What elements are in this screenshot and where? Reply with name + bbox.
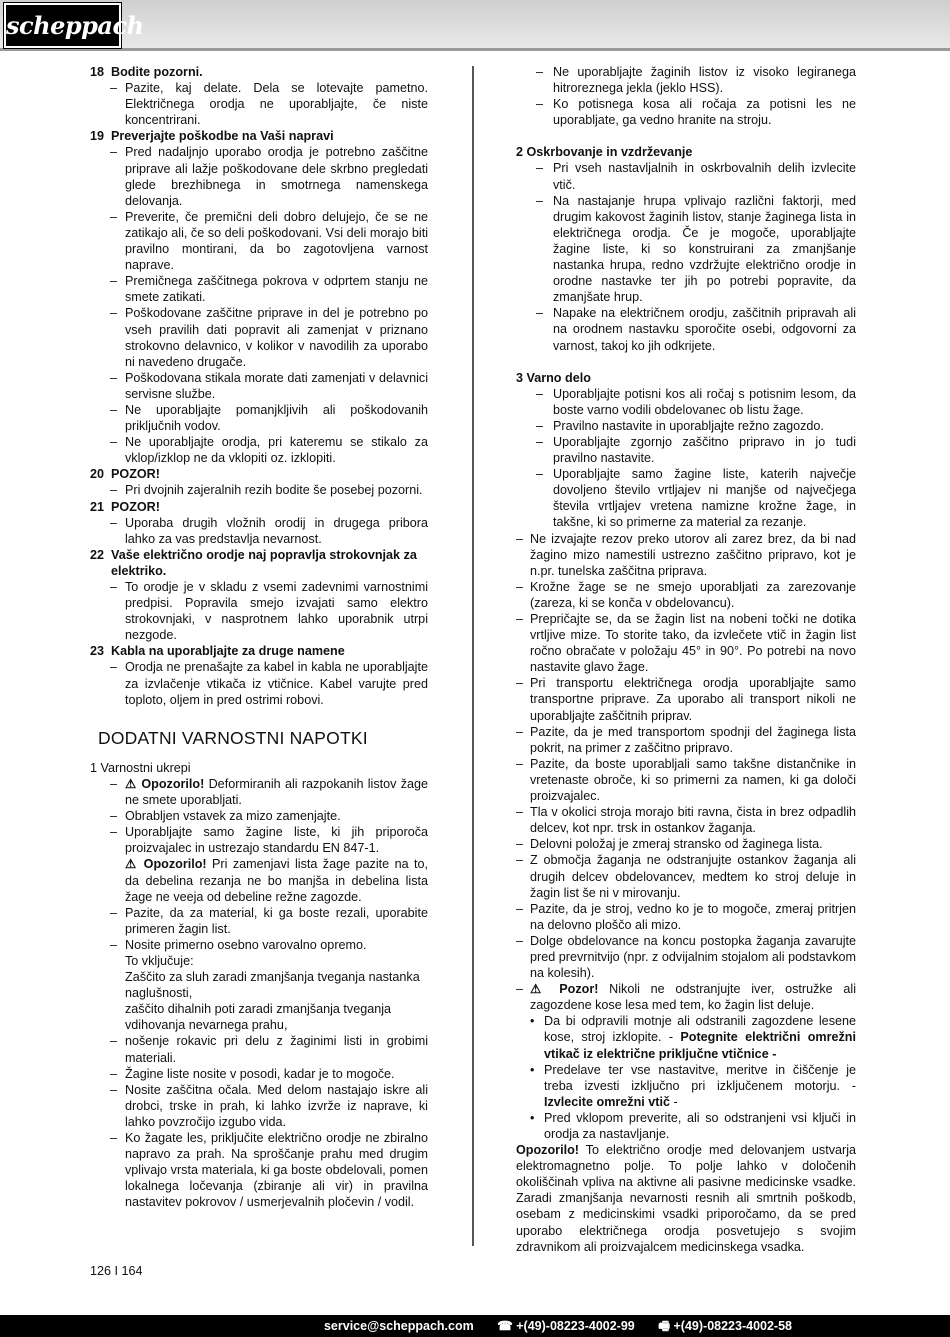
list-item: – Pri dvojnih zajeralnih rezih bodite še posebej pozorni. [90, 482, 428, 498]
item-heading [90, 643, 428, 659]
list-item: – ⚠ Opozorilo! Deformiranih ali razpokanih listov žage ne smete uporabljati. [90, 776, 428, 808]
list-item: – ⚠ Pozor! Nikoli ne odstranjujte iver, ostružke ali zagozdene kose lesa med tem, ko žagin list deluje. [516, 981, 856, 1013]
page-number: 126 I 164 [90, 1264, 143, 1278]
list-item-cont: To vključuje: [125, 953, 194, 968]
list-item: – Ne izvajajte rezov preko utorov ali zarez brez, da bi nad žagino mizo namestili ustrezno zaščitno pripravo, kot je n.pr. tunelska zaščitna priprava. [516, 531, 856, 579]
item-heading [90, 547, 428, 579]
item-title: Vaše električno orodje naj popravlja strokovnjak za elektriko. [111, 547, 417, 578]
list-item: – Ne uporabljajte žaginih listov iz visoko legiranega hitroreznega jekla (jeklo HSS). [516, 64, 856, 96]
list-item: – Uporaba drugih vložnih orodij in drugega pribora lahko za vas predstavlja nevarnost. [90, 515, 428, 547]
list-item: – Orodja ne prenašajte za kabel in kabla ne uporabljajte za izvlačenje vtikača iz vtičnice. Kabel varujte pred toploto, oljem in pred ostrimi robovi. [90, 659, 428, 707]
list-item: – Napake na električnem orodju, zaščitnih pripravah ali na orodnem nastavku sporočite osebi, odgovorni za varnost, takoj ko jih odkrijete. [516, 305, 856, 353]
list-item: – Delovni položaj je zmeraj stransko od žaginega lista. [516, 836, 856, 852]
item-heading [90, 64, 428, 80]
numbered-items [90, 64, 428, 708]
item-number: 18 [90, 65, 105, 79]
brand-logo: scheppach [4, 3, 121, 48]
header-bar [0, 0, 950, 51]
list-item: – To orodje je v skladu z vsemi zadevnimi varnostnimi predpisi. Popravila smejo izvajati samo elektro strokovnjaki, v nasprotnem lahko uporabnik utrpi nezgode. [90, 579, 428, 643]
item-number: 22 [90, 547, 105, 562]
list-item: – Dolge obdelovance na koncu postopka žaganja zavarujte pred prevrnitvijo (npr. z odvijalnim stojalom ali podstavkom na kolesih). [516, 933, 856, 981]
item-number: 20 [90, 467, 105, 482]
list-item: – Poškodovane zaščitne priprave in del je potrebno po vseh pravilih dati popravit ali zamenjat v priznano strokovno delavnico, v kolikor v navodilih za uporabo ni navedeno drugače. [90, 305, 428, 369]
list-item: – Pri transportu električnega orodja uporabljajte samo transportne priprave. Za uporabo ali transport nikoli ne uporabljajte zaščitnih priprav. [516, 675, 856, 723]
list-item: – Pazite, da je med transportom spodnji del žaginega lista pokrit, na primer z zaščitno pripravo. [516, 724, 856, 756]
list-item: – Uporabljajte samo žagine liste, katerih največje dovoljeno število vrtljajev ni manjše od največjega števila vrtljajev vretena namizne krožne žage, in takšne, ki so primerne za material za rezanje. [516, 466, 856, 530]
right-column [516, 64, 856, 1255]
bullet-item: • Predelave ter vse nastavitve, meritve in čiščenje je treba izvesti izključno pri izključenem motorju. - Izvlecite omrežni vtič - [516, 1062, 856, 1110]
list-item: – Ne uporabljajte orodja, pri kateremu se stikalo za vklop/izklop ne da vklopiti oz. izklopiti. [90, 434, 428, 466]
list-item: – Preverite, če premični deli dobro delujejo, če se ne zatikajo ali, če so deli poškodovani. Vsi deli morajo biti pravilno montirani, da bo zagotovljena varnost naprave. [90, 209, 428, 273]
list-item: – Tla v okolici stroja morajo biti ravna, čista in brez odpadlih delcev, kot npr. trsk in ostankov žaganja. [516, 804, 856, 836]
s2-list [516, 160, 856, 353]
list-item: – Krožne žage se ne smejo uporabljati za zarezovanje (zareza, ki se konča v obdelovancu). [516, 579, 856, 611]
s3-list [516, 531, 856, 982]
list-item: – Uporabljajte zgornjo zaščitno pripravo in jo tudi pravilno nastavite. [516, 434, 856, 466]
list-item: – Nosite zaščitna očala. Med delom nastajajo iskre ali drobci, trske in prah, ki lahko izvrže iz naprave, ki lahko povzročijo izgubo vida. [90, 1082, 428, 1130]
list-item: – Obrabljen vstavek za mizo zamenjajte. [90, 808, 428, 824]
left-column [90, 64, 428, 1210]
list-item: – Premičnega zaščitnega pokrova v odprtem stanju ne smete zatikati. [90, 273, 428, 305]
item-heading [90, 466, 428, 482]
list-item: – nošenje rokavic pri delu z žaginimi listi in grobimi materiali. [90, 1033, 428, 1065]
list-item: – Ko potisnega kosa ali ročaja za potisni les ne uporabljate, ga vedno hranite na stroju. [516, 96, 856, 128]
continued-list [516, 64, 856, 128]
list-item: – Uporabljajte potisni kos ali ročaj s potisnim lesom, da boste varno vodili obdelovanec ob listu žage. [516, 386, 856, 418]
column-divider [472, 66, 474, 1246]
item-number: 21 [90, 499, 105, 514]
warning-label: ⚠ Opozorilo! [125, 857, 207, 872]
phone-number: ☎ +(49)-08223-4002-99 [497, 1319, 635, 1333]
item-title: Kabla na uporabljajte za druge namene [111, 644, 345, 659]
list-item: – Pazite, da za material, ki ga boste rezali, uporabite primeren žagin list. [90, 905, 428, 937]
item-title: POZOR! [111, 499, 160, 514]
list-item: – Prepričajte se, da se žagin list na nobeni točki ne dotika vrtljive mize. To storite tako, da izvlečete vtič in žagin list ročno obračate v položaju 45° in 90°. Po potrebi na novo nastavite glavo žage. [516, 611, 856, 675]
list-item: – Ne uporabljajte pomanjkljivih ali poškodovanih priključnih vodov. [90, 402, 428, 434]
list-item: – Pazite, kaj delate. Dela se lotevajte pametno. Električnega orodja ne uporabljajte, če niste koncentrirani. [90, 80, 428, 128]
list-item: – Pazite, da boste uporabljali samo takšne distančnike in vretenaste obroče, ki so primerni za namen, ki ga določi proizvajalec. [516, 756, 856, 804]
bullet-item: • Pred vklopom preverite, ali so odstranjeni vsi ključi in orodja za nastavljanje. [516, 1110, 856, 1142]
footer-bar [0, 1315, 950, 1337]
list-item: – Pred nadaljnjo uporabo orodja je potrebno zaščitne priprave ali lažje poškodovane dele skrbno pregledati glede brezhibnega in smotrnega namenskega delovanja. [90, 144, 428, 208]
list-item: – Na nastajanje hrupa vplivajo različni faktorji, med drugim kakovost žaginih listov, stanje žaginega lista in električnega orodja. Če je mogoče, uporabljajte žagine liste, ki so konstruirani za zmanjšanje nastanka hrupa, redno vzdržujte električno orodje in orodne nastavke ter jih po potrebi popravite, da zmanjšate hrup. [516, 193, 856, 306]
list-item: – Pravilno nastavite in uporabljajte režno zagozdo. [516, 418, 856, 434]
s3-heading: 3 Varno delo [516, 370, 591, 385]
list-item: – Uporabljajte samo žagine liste, ki jih priporoča proizvajalec in ustrezajo standardu EN 847-1. [90, 824, 428, 856]
list-item-cont: zaščito dihalnih poti zaradi zmanjšanja tveganja vdihovanja nevarnega prahu, [125, 1002, 392, 1033]
list-item-cont: Zaščito za sluh zaradi zmanjšanja tveganja nastanka naglušnosti, [125, 970, 420, 1001]
bullet-item: • Da bi odpravili motnje ali odstranili zagozdene lesene kose, stroj izklopite. - Potegnite električni omrežni vtikač iz električne priključne vtičnice - [516, 1013, 856, 1061]
fax-number: 🖷 +(49)-08223-4002-58 [658, 1319, 792, 1333]
item-title: POZOR! [111, 467, 160, 482]
warning-label: ⚠ Pozor! [530, 982, 599, 997]
item-heading [90, 499, 428, 515]
item-number: 19 [90, 129, 105, 144]
item-heading [90, 128, 428, 144]
s3-sublist [516, 386, 856, 531]
list-item: – Pazite, da je stroj, vedno ko je to mogoče, zmeraj pritrjen na delovno ploščo ali mizo. [516, 901, 856, 933]
section-heading: DODATNI VARNOSTNI NAPOTKI [98, 727, 368, 748]
s1-heading: 1 Varnostni ukrepi [90, 760, 191, 775]
item-number: 23 [90, 644, 105, 659]
final-warning: Opozorilo! To električno orodje med delovanjem ustvarja elektromagnetno polje. To polje lahko v določenih okoliščinah vpliva na aktivne ali pasivne medicinske vsadke. Zaradi zmanjšanja nevarnosti resnih ali smrtnih poškodb, osebam z medicinskimi vsadki priporočamo, da se pred uporabo električnega orodja posvetujejo s svojim zdravnikom ali proizvajalcem medicinskega vsadka. [516, 1143, 856, 1254]
list-item: – Žagine liste nosite v posodi, kadar je to mogoče. [90, 1066, 428, 1082]
list-item: – Ko žagate les, priključite električno orodje ne zbiralno napravo za prah. Na sproščanje prahu med drugim vplivajo vrsta materiala, ki ga boste obdelovali, pomen lokalnega ločevanja (zbiranje ali vir) in pravilna nastavitev pokrovov / usmerjevalnih pločevin / vodil. [90, 1130, 428, 1210]
email-link[interactable]: service@scheppach.com [323, 1319, 474, 1333]
list-item: – Nosite primerno osebno varovalno opremo. [90, 937, 428, 953]
warning-label: ⚠ Opozorilo! [125, 776, 205, 791]
list-item-cont: ⚠ Opozorilo! Pri zamenjavi lista žage pazite na to, da debelina rezanja ne bo manjša in debelina lista žage ne veeja od debeline režne zagozde. [125, 857, 429, 904]
s2-heading: 2 Oskrbovanje in vzdrževanje [516, 145, 693, 160]
list-item: – Pri vseh nastavljalnih in oskrbovalnih delih izvlecite vtič. [516, 160, 856, 192]
list-item: – Z območja žaganja ne odstranjujte ostankov žaganja ali drugih delcev obdelovancev, medtem ko stroj deluje in žagin list še ni v mirovanju. [516, 852, 856, 900]
item-title: Preverjajte poškodbe na Vaši napravi [111, 129, 334, 144]
item-title: Bodite pozorni. [111, 65, 203, 79]
list-item: – Poškodovana stikala morate dati zamenjati v delavnici servisne službe. [90, 370, 428, 402]
